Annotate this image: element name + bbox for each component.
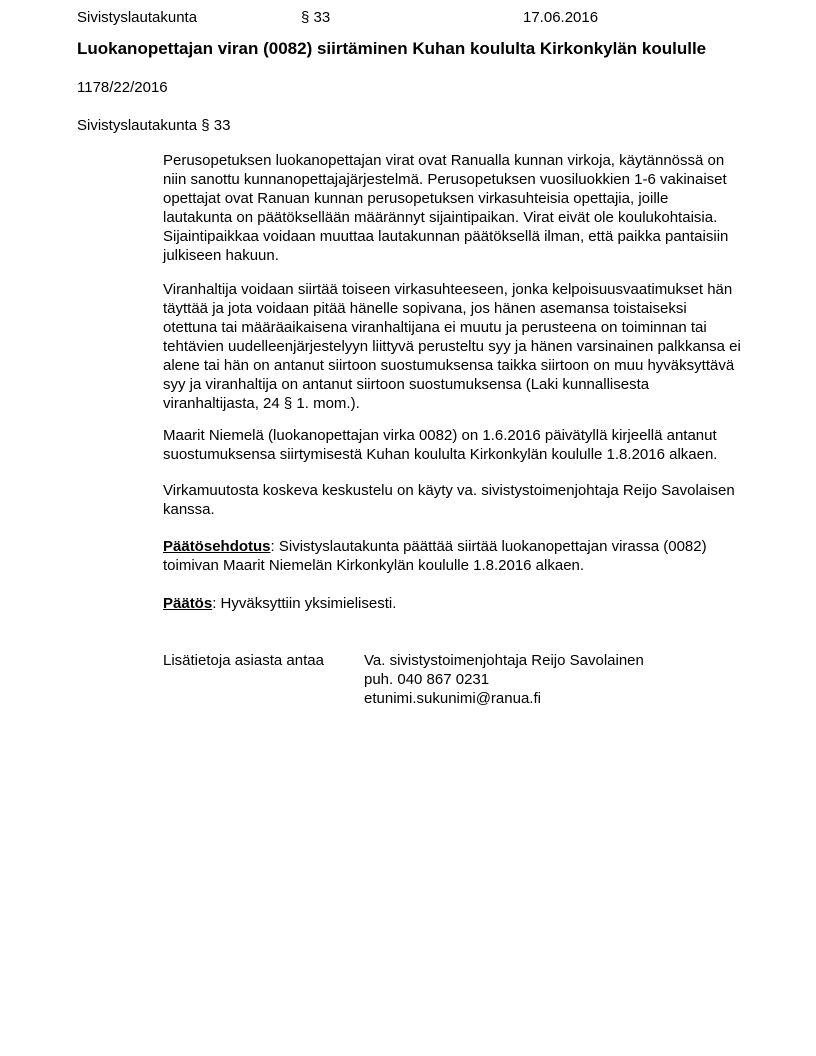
decision-text: : Hyväksyttiin yksimielisesti. bbox=[212, 595, 397, 612]
contact-email: etunimi.sukunimi@ranua.fi bbox=[364, 690, 541, 707]
contact-person: Va. sivistystoimenjohtaja Reijo Savolainen bbox=[364, 652, 644, 669]
contact-phone: puh. 040 867 0231 bbox=[364, 671, 490, 688]
proposal-label: Päätösehdotus bbox=[163, 538, 271, 555]
document-header bbox=[77, 8, 741, 27]
section-heading: Sivistyslautakunta § 33 bbox=[77, 117, 231, 134]
committee-name: Sivistyslautakunta bbox=[77, 9, 198, 26]
body-paragraph-4: Virkamuutosta koskeva keskustelu on käyty va. sivistystoimenjohtaja Reijo Savolaisen kanssa. bbox=[163, 482, 735, 518]
contact-label: Lisätietoja asiasta antaa bbox=[163, 652, 324, 669]
decision-label: Päätös bbox=[163, 595, 213, 612]
case-number: 1178/22/2016 bbox=[77, 79, 168, 96]
contact-block bbox=[163, 651, 741, 708]
document-title: Luokanopettajan viran (0082) siirtäminen Kuhan koululta Kirkonkylän koululle bbox=[77, 39, 707, 58]
proposal-text: : Sivistyslautakunta päättää siirtää luokanopettajan virassa (0082) toimivan Maarit Niemelän Kirkonkylän koululle 1.8.2016 alkaen. bbox=[163, 538, 707, 574]
section-number: § 33 bbox=[301, 9, 331, 26]
body-paragraph-3: Maarit Niemelä (luokanopettajan virka 0082) on 1.6.2016 päivätyllä kirjeellä antanut suostumuksensa siirtymisestä Kuhan koululta Kirkonkylän koululle 1.8.2016 alkaen. bbox=[163, 427, 718, 463]
contact-details bbox=[364, 651, 741, 708]
body-paragraph-2: Viranhaltija voidaan siirtää toiseen virkasuhteeseen, jonka kelpoisuusvaatimukset hän täyttää ja jota voidaan pitää hänelle sopivana, jos hänen asemansa toistaiseksi otettuna tai määräaikaisena viranhaltijana ei muutu ja perusteena on toiminnan tai tehtävien uudelleenjärjestelyyn liittyvä perusteltu syy ja hänen varsinainen palkkansa ei alene tai hän on antanut siirtoon suostumuksensa taikka siirtoon on muu hyväksyttävä syy ja viranhaltija on antanut siirtoon suostumuksensa (Laki kunnallisesta viranhaltijasta, 24 § 1. mom.). bbox=[163, 281, 741, 412]
header-date: 17.06.2016 bbox=[523, 9, 599, 26]
proposal-paragraph bbox=[163, 537, 741, 575]
body-paragraph-1: Perusopetuksen luokanopettajan virat ovat Ranualla kunnan virkoja, käytännössä on niin sanottu kunnanopettajajärjestelmä. Perusopetuksen vuosiluokkien 1-6 vakinaiset opettajat ovat Ranuan kunnan perusopetuksen virkasuhteisia opettajia, joille lautakunta on päätöksellään määrännyt sijaintipaikan. Virat eivät ole koulukohtaisia. Sijaintipaikkaa voidaan muuttaa lautakunnan päätöksellä ilman, että paikka pantaisiin julkiseen hakuun. bbox=[163, 152, 729, 264]
decision-paragraph bbox=[163, 594, 741, 613]
